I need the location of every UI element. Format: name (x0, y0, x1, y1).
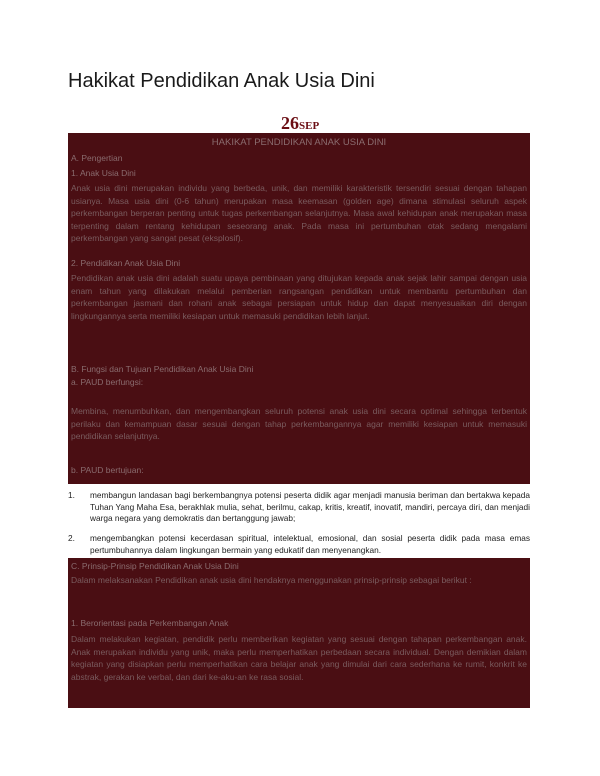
paragraph-paud-berfungsi: Membina, menumbuhkan, dan mengembangkan seluruh potensi anak usia dini secara optimal sehingga terbentuk perilaku dan kemampuan dasar sesuai dengan tahap perkembangannya agar memiliki kesiapan untuk memasuki pendidikan selanjutnya. (71, 406, 527, 442)
section-b-heading: B. Fungsi dan Tujuan Pendidikan Anak Usia Dini (71, 364, 254, 374)
subheading-pendidikan-anak-usia-dini: 2. Pendidikan Anak Usia Dini (71, 258, 181, 268)
section-c-heading: C. Prinsip-Prinsip Pendidikan Anak Usia Dini (71, 561, 239, 571)
subheading-paud-bertujuan: b. PAUD bertujuan: (71, 465, 144, 475)
list-item-text: mengembangkan potensi kecerdasan spiritual, intelektual, emosional, dan sosial peserta didik pada masa emas pertumbuhannya dalam lingkungan bermain yang edukatif dan menyenangkan. (90, 533, 530, 555)
paragraph-anak-usia-dini: Anak usia dini merupakan individu yang berbeda, unik, dan memiliki karakteristik tersendiri sesuai dengan tahapan usianya. Masa usia dini (0-6 tahun) merupakan masa keemasan (golden age) dimana stimulasi seluruh aspek perkembangan berperan penting untuk tugas perkembangan selanjutnya. Masa awal kehidupan anak merupakan masa terpenting dalam rentang kehidupan seseorang anak. Pada masa ini pertumbuhan otak sedang mengalami perkembangan yang sangat pesat (eksplosif). (71, 183, 527, 244)
panel-heading: HAKIKAT PENDIDIKAN ANAK USIA DINI (211, 137, 387, 148)
list-item-number: 1. (68, 490, 75, 500)
list-item-number: 2. (68, 533, 75, 543)
paragraph-prinsip-intro: Dalam melaksanakan Pendidikan anak usia dini hendaknya menggunakan prinsip-prinsip sebagai berikut : (71, 575, 472, 585)
date-month: SEP (299, 120, 320, 132)
list-item (68, 533, 530, 557)
section-a-heading: A. Pengertian (71, 153, 123, 163)
list-item (68, 490, 530, 523)
list-item-text: membangun landasan bagi berkembangnya potensi peserta didik agar menjadi manusia beriman dan bertakwa kepada Tuhan Yang Maha Esa, berakhlak mulia, sehat, berilmu, cakap, kritis, kreatif, inovatif, mandiri, percaya diri, dan menjadi warga negara yang demokratis dan bertanggung jawab; (90, 490, 530, 523)
subheading-paud-berfungsi: a. PAUD berfungsi: (71, 377, 144, 387)
subheading-anak-usia-dini: 1. Anak Usia Dini (71, 168, 136, 178)
paragraph-pendidikan-anak-usia-dini: Pendidikan anak usia dini adalah suatu upaya pembinaan yang ditujukan kepada anak sejak lahir sampai dengan usia enam tahun yang dilakukan melalui pemberian rangsangan pendidikan untuk membantu pertumbuhan dan perkembangan jasmani dan rohani anak sebagai persiapan untuk hidup dan dapat menyesuaikan diri dengan lingkungannya serta memiliki kesiapan untuk memasuki pendidikan lebih lanjut. (71, 273, 527, 321)
page-title: Hakikat Pendidikan Anak Usia Dini (68, 70, 375, 92)
subheading-berorientasi: 1. Berorientasi pada Perkembangan Anak (71, 618, 229, 628)
content-panel-2 (68, 558, 530, 708)
content-panel-1 (68, 133, 530, 484)
post-date (281, 113, 319, 134)
date-day: 26 (281, 113, 299, 133)
paragraph-berorientasi: Dalam melakukan kegiatan, pendidik perlu memberikan kegiatan yang sesuai dengan tahapan perkembangan anak. Anak merupakan individu yang unik, maka perlu memperhatikan perbedaan secara individual. Dengan demikian dalam kegiatan yang disiapkan perlu memperhatikan cara belajar anak yang dimulai dari cara sederhana ke rumit, konkrit ke abstrak, gerakan ke verbal, dan dari ke-aku-an ke rasa sosial. (71, 634, 527, 682)
